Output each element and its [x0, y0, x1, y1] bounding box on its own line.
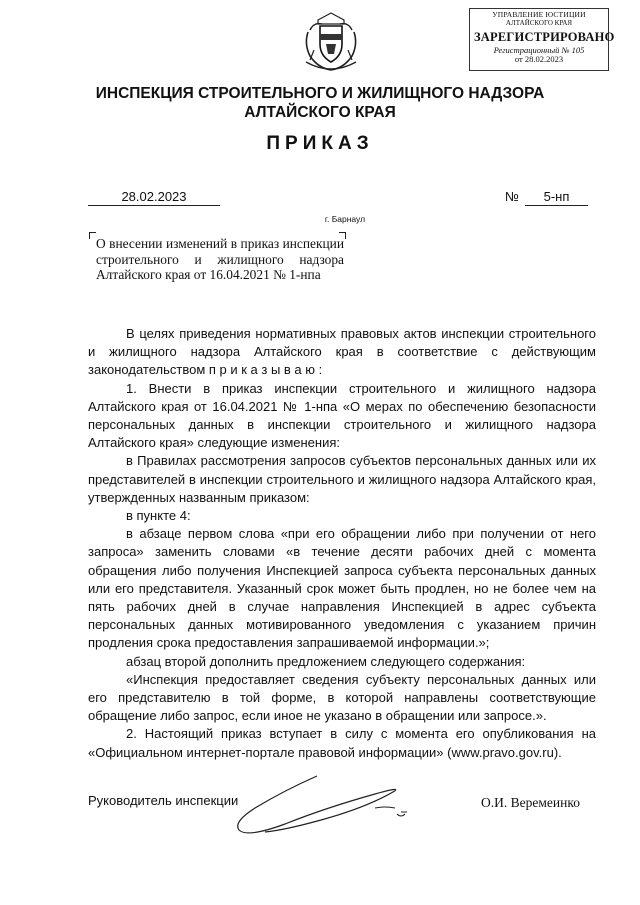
stamp-status: ЗАРЕГИСТРИРОВАНО: [474, 30, 615, 44]
body-paragraph-preamble: В целях приведения нормативных правовых актов инспекции строительного и жилищного надзора Алтайского края в соответствие с действующим законодательством п р и к а з ы в а ю :: [88, 326, 596, 378]
city-label: г. Барнаул: [324, 214, 366, 224]
registration-stamp: [469, 8, 615, 71]
altai-coat-of-arms-icon: [300, 10, 362, 76]
order-date: 28.02.2023: [88, 189, 220, 206]
order-number: 5-нп: [525, 189, 588, 206]
stamp-line-2: АЛТАЙСКОГО КРАЯ: [505, 19, 573, 27]
body-paragraph-quote: «Инспекция предоставляет сведения субъекту персональных данных или его представителю в той форме, в которой направлены соответствующие обращение либо запрос, если иное не указано в обращении или запросе.».: [88, 671, 596, 724]
number-sign: №: [505, 189, 519, 204]
body-paragraph-second-abzac: абзац второй дополнить предложением следующего содержания:: [126, 653, 526, 669]
signatory-position: Руководитель инспекции: [88, 793, 239, 808]
stamp-line-1: УПРАВЛЕНИЕ ЮСТИЦИИ: [492, 10, 586, 19]
document-type-title: ПРИКАЗ: [266, 133, 374, 154]
organization-name-line-2: АЛТАЙСКОГО КРАЯ: [244, 104, 396, 121]
stamp-reg-number: Регистрационный № 105: [493, 45, 585, 55]
order-body: [88, 325, 596, 762]
subject-corner-left: [89, 232, 96, 239]
body-paragraph-item-2: 2. Настоящий приказ вступает в силу с момента его опубликования на «Официальном интернет-портале правовой информации» (www.pravo.gov.ru).: [88, 726, 596, 760]
handwritten-signature: [225, 768, 425, 853]
body-paragraph-point-4: в пункте 4:: [126, 508, 191, 524]
stamp-date: от 28.02.2023: [514, 54, 564, 64]
body-paragraph-first-abzac: в абзаце первом слова «при его обращении либо при получении от него запроса» заменить словами «в течение десяти рабочих дней с момента обращения либо получения Инспекцией запроса субъекта персональных данных или его представителя. Указанный срок может быть продлен, но не более чем на пять рабочих дней в случае направления Инспекцией в адрес субъекта персональных данных мотивированного уведомления с указанием причин продления срока предоставления запрашиваемой информации.»;: [88, 526, 596, 651]
signatory-name: О.И. Веремеинко: [481, 795, 580, 810]
body-paragraph-item-1: 1. Внести в приказ инспекции строительного и жилищного надзора Алтайского края от 16.04.2021 № 1-нпа «О мерах по обеспечению безопасности персональных данных в инспекции строительного и жилищного надзора Алтайского края» следующие изменения:: [88, 380, 596, 451]
organization-name-line-1: ИНСПЕКЦИЯ СТРОИТЕЛЬНОГО И ЖИЛИЩНОГО НАДЗОРА: [95, 85, 545, 102]
body-paragraph-rules: в Правилах рассмотрения запросов субъектов персональных данных или их представителей в инспекции строительного и жилищного надзора Алтайского края, утвержденных названным приказом:: [88, 453, 596, 505]
order-subject: О внесении изменений в приказ инспекции строительного и жилищного надзора Алтайского края от 16.04.2021 № 1-нпа: [96, 236, 344, 282]
